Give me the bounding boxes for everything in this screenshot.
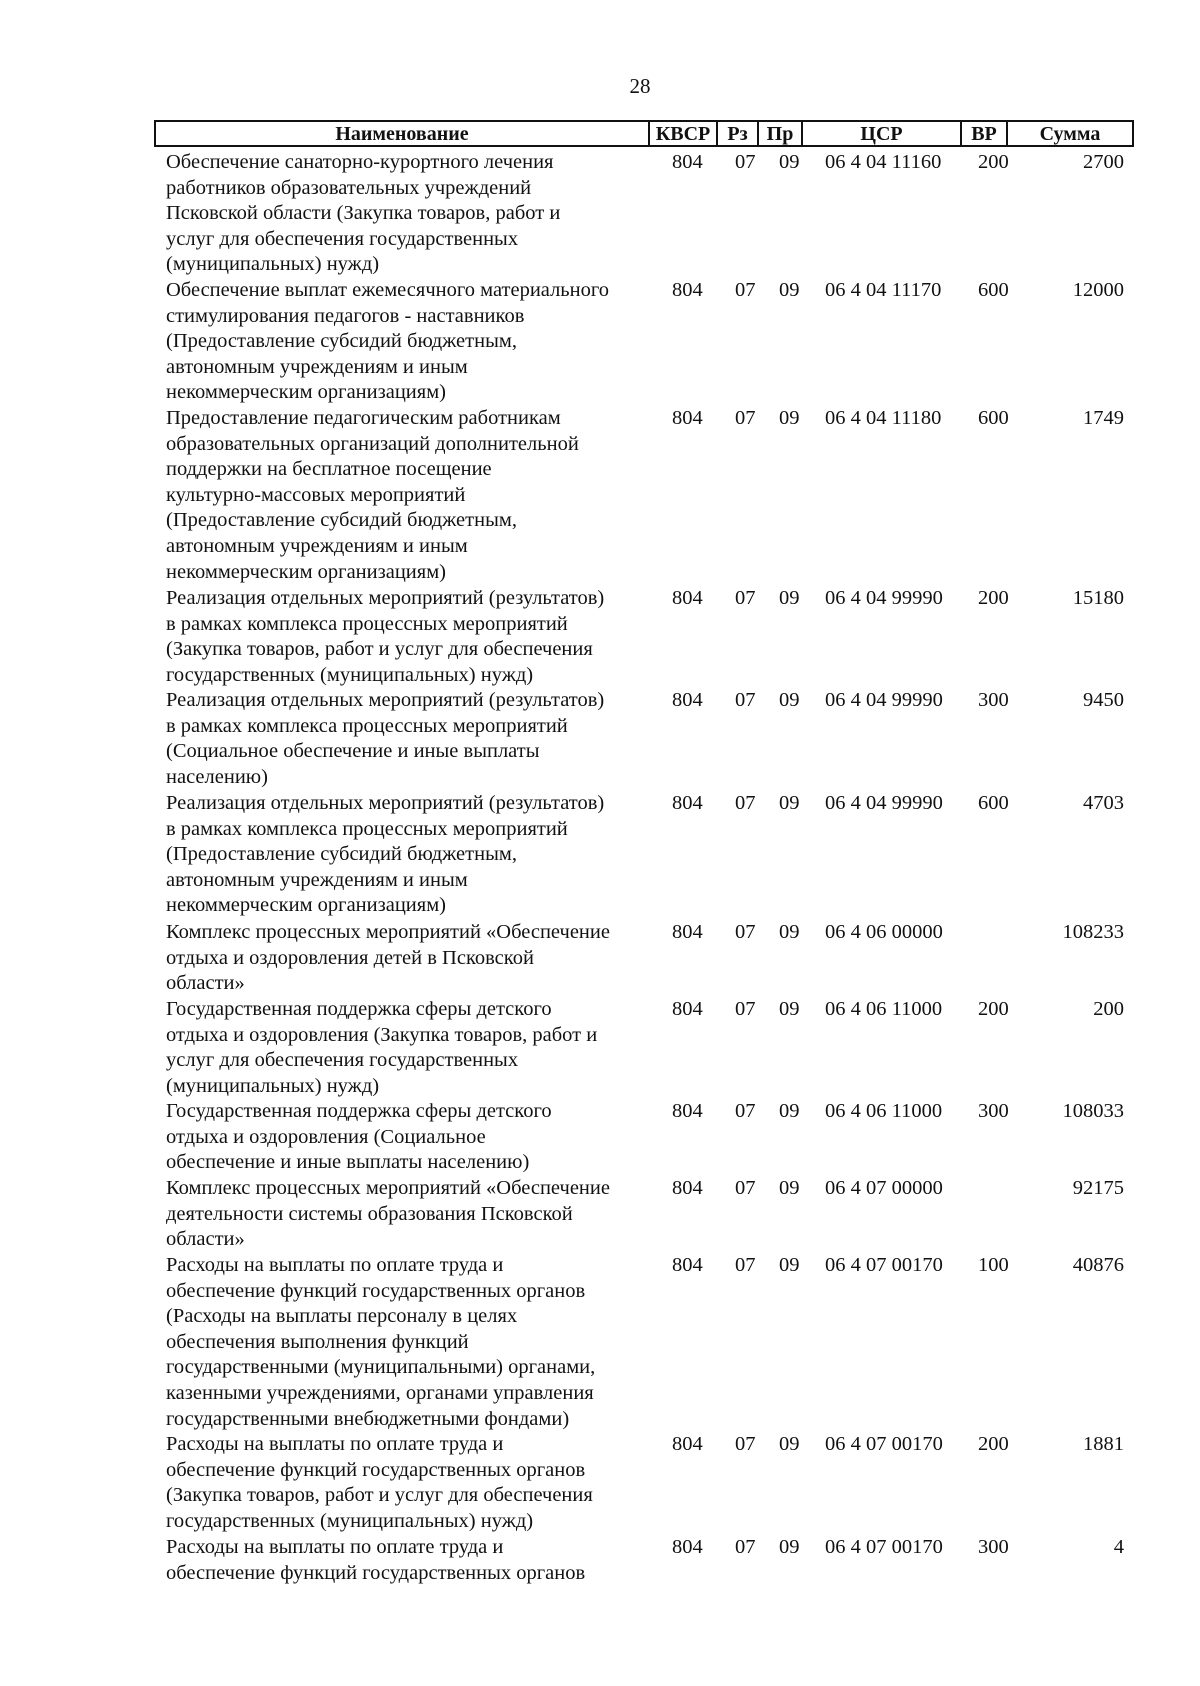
cell-vr: 200 [978,998,1009,1020]
name-line: автономным учреждениям и иным [166,868,468,891]
cell-kvsr: 804 [672,587,703,609]
name-line: отдыха и оздоровления (Закупка товаров, работ и [166,1023,598,1046]
name-line: в рамках комплекса процессных мероприятий [166,714,568,737]
name-line: (Предоставление субсидий бюджетным, [166,843,517,866]
cell-rz: 07 [735,689,756,711]
cell-kvsr: 804 [672,151,703,173]
table-header [154,120,1134,147]
name-line: обеспечение и иные выплаты населению) [166,1151,530,1174]
cell-sum: 4 [1113,1536,1124,1558]
cell-kvsr: 804 [672,407,703,429]
name-line: области» [166,972,245,995]
name-line: Обеспечение выплат ежемесячного материального [166,279,610,301]
cell-pr: 09 [779,921,800,943]
name-line: области» [166,1228,245,1251]
name-line: автономным учреждениям и иным [166,534,468,557]
cell-sum: 9450 [1083,689,1124,711]
table-row [0,1176,1200,1253]
header-name: Наименование [156,122,650,145]
name-line: Реализация отдельных мероприятий (результатов) [166,689,605,711]
cell-pr: 09 [779,689,800,711]
cell-kvsr: 804 [672,792,703,814]
cell-kvsr: 804 [672,279,703,301]
name-line: Предоставление педагогическим работникам [166,407,561,429]
name-line: образовательных организаций дополнительной [166,432,579,455]
name-line: стимулирования педагогов - наставников [166,304,525,327]
name-line: деятельности системы образования Псковской [166,1202,573,1225]
name-line: (муниципальных) нужд) [166,1074,380,1097]
cell-rz: 07 [735,1433,756,1455]
name-line: Расходы на выплаты по оплате труда и [166,1433,504,1455]
cell-name [166,997,646,1099]
cell-vr: 200 [978,1433,1009,1455]
cell-pr: 09 [779,151,800,173]
cell-kvsr: 804 [672,689,703,711]
name-line: некоммерческим организациям) [166,560,446,583]
cell-vr: 300 [978,1536,1009,1558]
cell-name [166,150,646,278]
cell-sum: 4703 [1083,792,1124,814]
cell-rz: 07 [735,1177,756,1199]
table-row [0,586,1200,688]
name-line: услуг для обеспечения государственных [166,227,519,250]
name-line: Реализация отдельных мероприятий (результатов) [166,587,605,609]
table-row [0,1535,1200,1586]
name-line: населению) [166,765,268,788]
cell-rz: 07 [735,998,756,1020]
cell-vr: 300 [978,689,1009,711]
cell-csr: 06 4 07 00170 [825,1254,943,1276]
cell-vr: 300 [978,1100,1009,1122]
name-line: отдыха и оздоровления детей в Псковской [166,946,534,969]
cell-kvsr: 804 [672,998,703,1020]
table-row [0,791,1200,919]
name-line: обеспечение функций государственных органов [166,1279,586,1302]
cell-name [166,406,646,585]
name-line: (Социальное обеспечение и иные выплаты [166,740,540,763]
cell-rz: 07 [735,792,756,814]
cell-vr: 100 [978,1254,1009,1276]
cell-sum: 40876 [1072,1254,1124,1276]
cell-sum: 92175 [1072,1177,1124,1199]
cell-pr: 09 [779,587,800,609]
cell-kvsr: 804 [672,1433,703,1455]
page-number: 28 [629,74,651,98]
name-line: некоммерческим организациям) [166,381,446,404]
cell-kvsr: 804 [672,1536,703,1558]
cell-rz: 07 [735,1536,756,1558]
name-line: культурно-массовых мероприятий [166,483,466,506]
cell-name [166,791,646,919]
name-line: Комплекс процессных мероприятий «Обеспечение [166,921,610,943]
name-line: поддержки на бесплатное посещение [166,458,492,481]
name-line: Реализация отдельных мероприятий (результатов) [166,792,605,814]
cell-rz: 07 [735,1254,756,1276]
cell-name [166,1253,646,1432]
cell-rz: 07 [735,407,756,429]
cell-sum: 108233 [1062,921,1124,943]
name-line: Обеспечение санаторно-курортного лечения [166,151,554,173]
name-line: услуг для обеспечения государственных [166,1049,519,1072]
cell-pr: 09 [779,1100,800,1122]
name-line: государственных (муниципальных) нужд) [166,663,534,686]
cell-csr: 06 4 04 11160 [825,151,942,173]
cell-pr: 09 [779,1177,800,1199]
name-line: обеспечение функций государственных органов [166,1561,586,1584]
cell-rz: 07 [735,151,756,173]
table-row [0,1432,1200,1534]
cell-sum: 12000 [1072,279,1124,301]
cell-name [166,1176,646,1253]
header-vr: ВР [962,122,1008,145]
cell-rz: 07 [735,1100,756,1122]
cell-sum: 1749 [1083,407,1124,429]
cell-sum: 200 [1093,998,1124,1020]
header-sum: Сумма [1039,123,1101,145]
name-line: в рамках комплекса процессных мероприятий [166,612,568,635]
header-pr: Пр [759,122,803,145]
cell-csr: 06 4 06 11000 [825,1100,943,1122]
cell-vr: 600 [978,792,1009,814]
header-kvsr: КВСР [650,122,718,145]
cell-sum: 108033 [1062,1100,1124,1122]
cell-name [166,1535,646,1586]
cell-name [166,920,646,997]
name-line: обеспечения выполнения функций [166,1330,469,1353]
cell-name [166,688,646,790]
cell-name [166,586,646,688]
name-line: (Предоставление субсидий бюджетным, [166,330,517,353]
cell-csr: 06 4 06 00000 [825,921,943,943]
cell-vr: 600 [978,407,1009,429]
cell-pr: 09 [779,998,800,1020]
cell-vr: 200 [978,151,1009,173]
cell-pr: 09 [779,279,800,301]
name-line: Расходы на выплаты по оплате труда и [166,1536,504,1558]
name-line: отдыха и оздоровления (Социальное [166,1125,486,1148]
cell-name [166,278,646,406]
cell-name [166,1432,646,1534]
cell-csr: 06 4 07 00000 [825,1177,943,1199]
cell-csr: 06 4 07 00170 [825,1433,943,1455]
table-row [0,406,1200,585]
name-line: Комплекс процессных мероприятий «Обеспечение [166,1177,610,1199]
table-row [0,150,1200,278]
header-csr: ЦСР [803,122,962,145]
cell-name [166,1099,646,1176]
cell-sum: 2700 [1083,151,1124,173]
cell-kvsr: 804 [672,1100,703,1122]
table-row [0,920,1200,997]
cell-vr: 200 [978,587,1009,609]
table-row [0,688,1200,790]
cell-rz: 07 [735,921,756,943]
header-rz: Рз [718,122,759,145]
name-line: обеспечение функций государственных органов [166,1458,586,1481]
name-line: казенными учреждениями, органами управления [166,1381,594,1404]
table-row [0,1253,1200,1432]
cell-csr: 06 4 04 99990 [825,792,943,814]
name-line: (Расходы на выплаты персоналу в целях [166,1305,518,1328]
cell-sum: 15180 [1072,587,1124,609]
name-line: Государственная поддержка сферы детского [166,998,552,1020]
table-row [0,997,1200,1099]
cell-csr: 06 4 06 11000 [825,998,943,1020]
cell-rz: 07 [735,587,756,609]
cell-csr: 06 4 04 99990 [825,689,943,711]
cell-pr: 09 [779,1536,800,1558]
cell-csr: 06 4 04 11170 [825,279,942,301]
cell-sum: 1881 [1083,1433,1124,1455]
name-line: (Предоставление субсидий бюджетным, [166,509,517,532]
cell-kvsr: 804 [672,1254,703,1276]
cell-pr: 09 [779,1254,800,1276]
cell-rz: 07 [735,279,756,301]
cell-pr: 09 [779,407,800,429]
table-row [0,1099,1200,1176]
name-line: Расходы на выплаты по оплате труда и [166,1254,504,1276]
name-line: (Закупка товаров, работ и услуг для обеспечения [166,1484,593,1507]
name-line: (Закупка товаров, работ и услуг для обеспечения [166,638,593,661]
name-line: государственными (муниципальными) органами, [166,1356,596,1379]
cell-vr: 600 [978,279,1009,301]
name-line: Псковской области (Закупка товаров, работ и [166,202,561,225]
cell-pr: 09 [779,792,800,814]
name-line: государственных (муниципальных) нужд) [166,1509,534,1532]
name-line: (муниципальных) нужд) [166,253,380,276]
name-line: автономным учреждениям и иным [166,355,468,378]
cell-kvsr: 804 [672,921,703,943]
cell-csr: 06 4 07 00170 [825,1536,943,1558]
table-row [0,278,1200,406]
name-line: работников образовательных учреждений [166,176,532,199]
cell-kvsr: 804 [672,1177,703,1199]
name-line: в рамках комплекса процессных мероприятий [166,817,568,840]
cell-csr: 06 4 04 99990 [825,587,943,609]
name-line: некоммерческим организациям) [166,894,446,917]
cell-csr: 06 4 04 11180 [825,407,942,429]
cell-pr: 09 [779,1433,800,1455]
name-line: Государственная поддержка сферы детского [166,1100,552,1122]
name-line: государственными внебюджетными фондами) [166,1407,570,1430]
